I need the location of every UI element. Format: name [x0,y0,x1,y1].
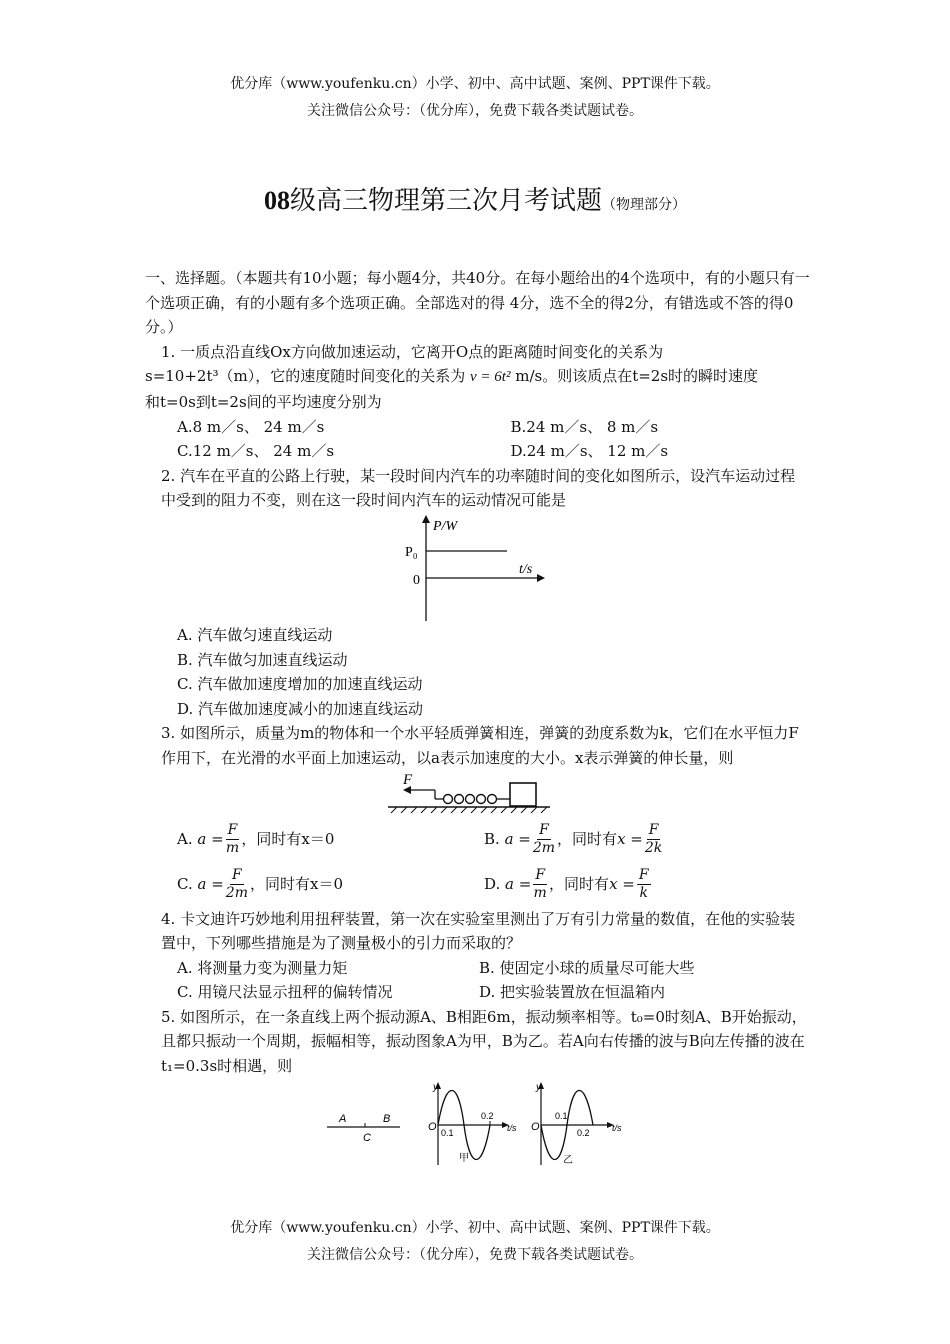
q3-option-a[interactable] [177,822,479,857]
title-main: 级高三物理第三次月考试题 [289,186,602,216]
q3-b-xnum: F [648,821,659,838]
q5-jia-origin: O [428,1120,437,1133]
q3-option-b[interactable] [479,822,786,857]
q3-a-den: m [225,839,240,856]
q1-text-b-line [145,364,810,390]
q5-jia-xlabel: t/s [507,1122,517,1133]
q5-yi-ylabel: y [536,1081,541,1093]
q2-p0: P₀ [405,544,418,560]
q2-xlabel: t/s [519,561,533,577]
q2-power-graph [145,513,810,623]
q5-label-b: B [383,1112,391,1125]
q3-d-num: F [535,866,546,883]
q1-formula: v = 6t² [470,369,511,386]
q5-label-c: C [363,1131,371,1144]
q5-jia-t02: 0.2 [481,1110,494,1121]
q3-c-tail: x＝0 [309,874,343,893]
q3-block [510,783,536,806]
q2-ylabel: P/W [433,518,458,534]
q3-a-label: A. [177,829,193,848]
q1-text-c: m/s。则该质点在t=2s时的瞬时速度 [510,367,759,386]
q5-yi-t01: 0.1 [555,1110,568,1121]
q1-text-d: 和t=0s到t=2s间的平均速度分别为 [145,392,382,411]
q3-spring-coils [444,794,497,803]
q3-d-xnum: F [638,866,649,883]
q3-b-frac [533,822,555,857]
title-sub: （物理部分） [602,197,686,213]
q3-a-num: F [227,821,238,838]
q3-b-xden: 2k [644,839,663,856]
q3-option-c[interactable] [177,867,479,902]
q2-option-d[interactable]: D. 汽车做加速度减小的加速直线运动 [177,699,424,718]
exam-content [145,266,810,1171]
q3-b-num: F [539,821,549,838]
q3-d-mid: ，同时有 [549,874,610,893]
q3-b-eq: a = [504,829,531,848]
q3-c-mid: ，同时有 [249,874,310,893]
header-line-1: 优分库（www.youfenku.cn）小学、初中、高中试题、案例、PPT课件下载。 [230,76,720,92]
q4-option-c[interactable]: C. 用镜尺法显示扭秤的偏转情况 [177,983,393,1002]
q1-text-b: s=10+2t³（m），它的速度随时间变化的关系为 [145,367,466,386]
q3-c-den: 2m [225,884,248,901]
q1-text-a: 1. 一质点沿直线Ox方向做加速运动，它离开O点的距离随时间变化的关系为 [161,342,664,361]
q5-vibration-figure [145,1079,810,1171]
q2-graph-svg [145,513,810,623]
q5-yi-caption: 乙 [563,1154,573,1166]
q3-b-mid: ，同时有 [557,829,618,848]
q2-origin: 0 [413,572,420,588]
q3-spring-figure [145,771,810,817]
q3-d-eq: a = [505,874,532,893]
q4-options-row-2 [145,980,810,1005]
q1-option-b[interactable]: B.24 m／s、 8 m／s [510,417,659,436]
q5-jia-t01: 0.1 [441,1127,454,1138]
q5-yi-xlabel: t/s [612,1122,622,1133]
q3-b-xfrac [645,822,662,857]
q5-text: 5. 如图所示，在一条直线上两个振动源A、B相距6m，振动频率相等。t₀=0时刻A、B开始振动，且都只振动一个周期，振幅相等，振动图象A为甲，B为乙。若A向右传播的波与B向左传播的波在t₁=0.3s时相遇，则 [161,1007,807,1076]
page-title [0,180,950,217]
q3-a-tail: x＝0 [301,829,335,848]
q3-option-d[interactable] [479,867,786,902]
q2-option-a[interactable]: A. 汽车做匀速直线运动 [177,625,333,644]
q3-options-row-2 [145,862,810,907]
q5-jia-caption: 甲 [459,1152,469,1164]
q3-options-row-1 [145,817,810,862]
q3-d-frac [533,867,547,902]
q3-ground-hatch [391,807,547,813]
q3-d-xden: k [639,884,648,901]
q3-a-eq: a = [197,829,224,848]
q3-b-den: 2m [532,839,556,856]
q2-text: 2. 汽车在平直的公路上行驶，某一段时间内汽车的功率随时间的变化如图所示，设汽车运动过程中受到的阻力不变，则在这一段时间内汽车的运动情况可能是 [161,466,796,510]
q3-force-label: F [403,771,413,788]
section-heading: 一、选择题。（本题共有10小题；每小题4分，共40分。在每小题给出的4个选项中，有的小题只有一个选项正确，有的小题有多个选项正确。全部选对的得 4分，选不全的得2分，有错选或不答的得0分。） [145,269,810,337]
q3-a-frac [226,822,240,857]
q1-option-a[interactable]: A.8 m／s、 24 m／s [177,417,325,436]
title-grade: 08 [263,186,290,215]
footer-line-1: 优分库（www.youfenku.cn）小学、初中、高中试题、案例、PPT课件下载。 [230,1220,720,1236]
q4-options-row-1 [145,956,810,981]
q5-label-a: A [339,1112,347,1125]
q2-option-b[interactable]: B. 汽车做匀加速直线运动 [177,650,348,669]
q3-d-xfrac [637,867,651,902]
q1-option-c[interactable]: C.12 m／s、 24 m／s [177,442,335,461]
q5-yi-origin: O [531,1120,540,1133]
q3-d-den: m [533,884,547,901]
q2-x-arrow [537,574,545,582]
q3-c-label: C. [177,874,193,893]
q3-b-label: B. [484,829,500,848]
q1-option-d[interactable]: D.24 m／s、 12 m／s [510,442,669,461]
q3-a-mid: ，同时有 [241,829,302,848]
q2-y-arrow [422,515,430,523]
q4-text: 4. 卡文迪许巧妙地利用扭秤装置，第一次在实验室里测出了万有引力常量的数值，在他的实验装置中，下列哪些措施是为了测量极小的引力而采取的？ [161,909,796,953]
q3-c-num: F [232,866,242,883]
footer-line-2: 关注微信公众号：（优分库），免费下载各类试题试卷。 [307,1247,643,1263]
q4-option-d[interactable]: D. 把实验装置放在恒温箱内 [479,983,666,1002]
q3-c-frac [226,867,248,902]
q3-c-eq: a = [197,874,224,893]
q1-options-row-1 [145,415,810,440]
q5-yi-t02: 0.2 [577,1127,590,1138]
q3-figure-svg [145,771,810,817]
q4-option-a[interactable]: A. 将测量力变为测量力矩 [177,958,348,977]
header-line-2: 关注微信公众号：（优分库），免费下载各类试题试卷。 [307,103,643,119]
q5-figure-svg [145,1079,810,1171]
q2-option-c[interactable]: C. 汽车做加速度增加的加速直线运动 [177,675,423,694]
q4-option-b[interactable]: B. 使固定小球的质量尽可能大些 [479,958,695,977]
q3-d-label: D. [484,874,501,893]
q3-text: 3. 如图所示，质量为m的物体和一个水平轻质弹簧相连，弹簧的劲度系数为k，它们在水平恒力F作用下，在光滑的水平面上加速运动，以a表示加速度的大小。x表示弹簧的伸长量，则 [161,724,799,767]
q3-b-xeq: x = [617,829,643,848]
q3-d-xeq: x = [609,874,635,893]
q1-options-row-2 [145,439,810,464]
q5-jia-ylabel: y [433,1081,438,1093]
